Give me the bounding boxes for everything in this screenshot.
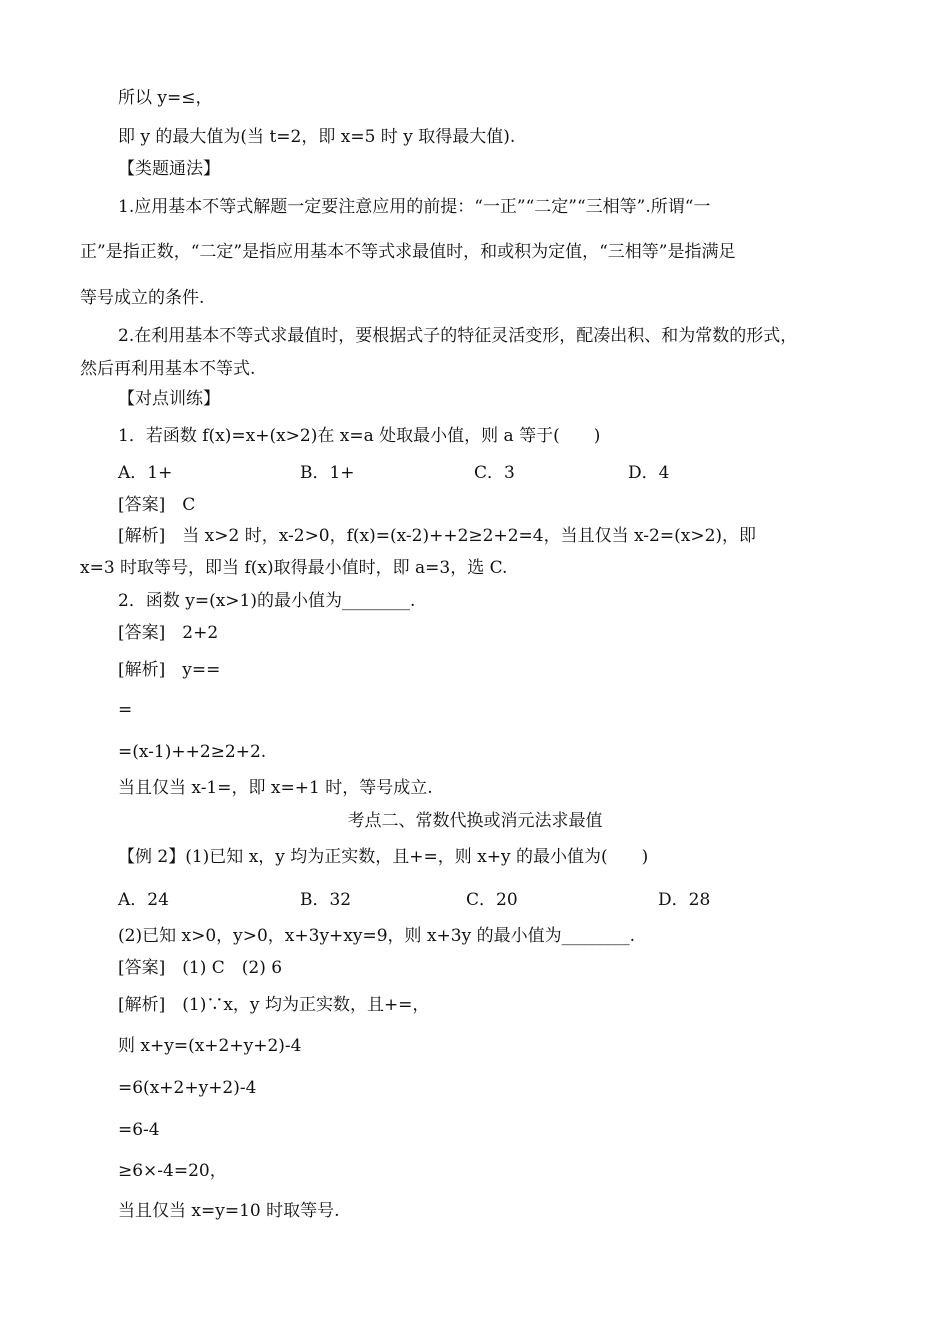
text-line: 2.在利用基本不等式求最值时，要根据式子的特征灵活变形，配凑出积、和为常数的形式， (118, 326, 798, 346)
option-c: C．3 (474, 463, 515, 483)
option-b: B．32 (300, 890, 352, 910)
math-line: =6-4 (118, 1120, 160, 1140)
answer-line: [答案] C (118, 495, 196, 515)
analysis-line: [解析] y== (118, 660, 221, 680)
question-line: (2)已知 x>0，y>0，x+3y+xy=9，则 x+3y 的最小值为________. (118, 926, 636, 946)
option-a: A．1+ (118, 463, 173, 483)
section-heading: 【类题通法】 (118, 159, 220, 179)
text-line: 1.应用基本不等式解题一定要注意应用的前提：“一正”“二定”“三相等”.所谓“一 (118, 197, 711, 217)
option-d: D．4 (628, 463, 670, 483)
analysis-line: [解析] 当 x>2 时，x-2>0，f(x)=(x-2)++2≥2+2=4，当且仅当 x-2=(x>2)，即 (118, 526, 757, 546)
analysis-line: [解析] (1)∵x，y 均为正实数，且+=， (118, 995, 430, 1015)
text-line: 当且仅当 x-1=，即 x=+1 时，等号成立. (118, 778, 433, 798)
analysis-line: x=3 时取等号，即当 f(x)取得最小值时，即 a=3，选 C. (80, 558, 508, 578)
math-line: 则 x+y=(x+2+y+2)-4 (118, 1036, 302, 1056)
answer-line: [答案] (1) C (2) 6 (118, 958, 283, 978)
section-heading: 【对点训练】 (118, 389, 220, 409)
math-line: =(x-1)++2≥2+2. (118, 742, 267, 762)
text-line: 即 y 的最大值为(当 t=2，即 x=5 时 y 取得最大值). (118, 127, 516, 147)
text-line: 当且仅当 x=y=10 时取等号. (118, 1201, 340, 1221)
math-line: ≥6×-4=20， (118, 1161, 227, 1181)
question-line: 2．函数 y=(x>1)的最小值为________. (118, 591, 416, 611)
section-title: 考点二、常数代换或消元法求最值 (347, 811, 603, 831)
text-line: 所以 y=≤， (118, 88, 213, 108)
option-b: B．1+ (300, 463, 355, 483)
math-line: =6(x+2+y+2)-4 (118, 1078, 257, 1098)
math-line: = (118, 700, 133, 720)
option-d: D．28 (658, 890, 711, 910)
example-question: 【例 2】(1)已知 x，y 均为正实数，且+=，则 x+y 的最小值为( ) (118, 847, 649, 867)
option-c: C．20 (466, 890, 518, 910)
answer-line: [答案] 2+2 (118, 623, 219, 643)
option-a: A．24 (118, 890, 169, 910)
text-line: 正”是指正数，“二定”是指应用基本不等式求最值时，和或积为定值，“三相等”是指满足 (80, 242, 736, 262)
text-line: 然后再利用基本不等式. (80, 359, 256, 379)
text-line: 等号成立的条件. (80, 288, 205, 308)
question-line: 1．若函数 f(x)=x+(x>2)在 x=a 处取最小值，则 a 等于( ) (118, 426, 601, 446)
